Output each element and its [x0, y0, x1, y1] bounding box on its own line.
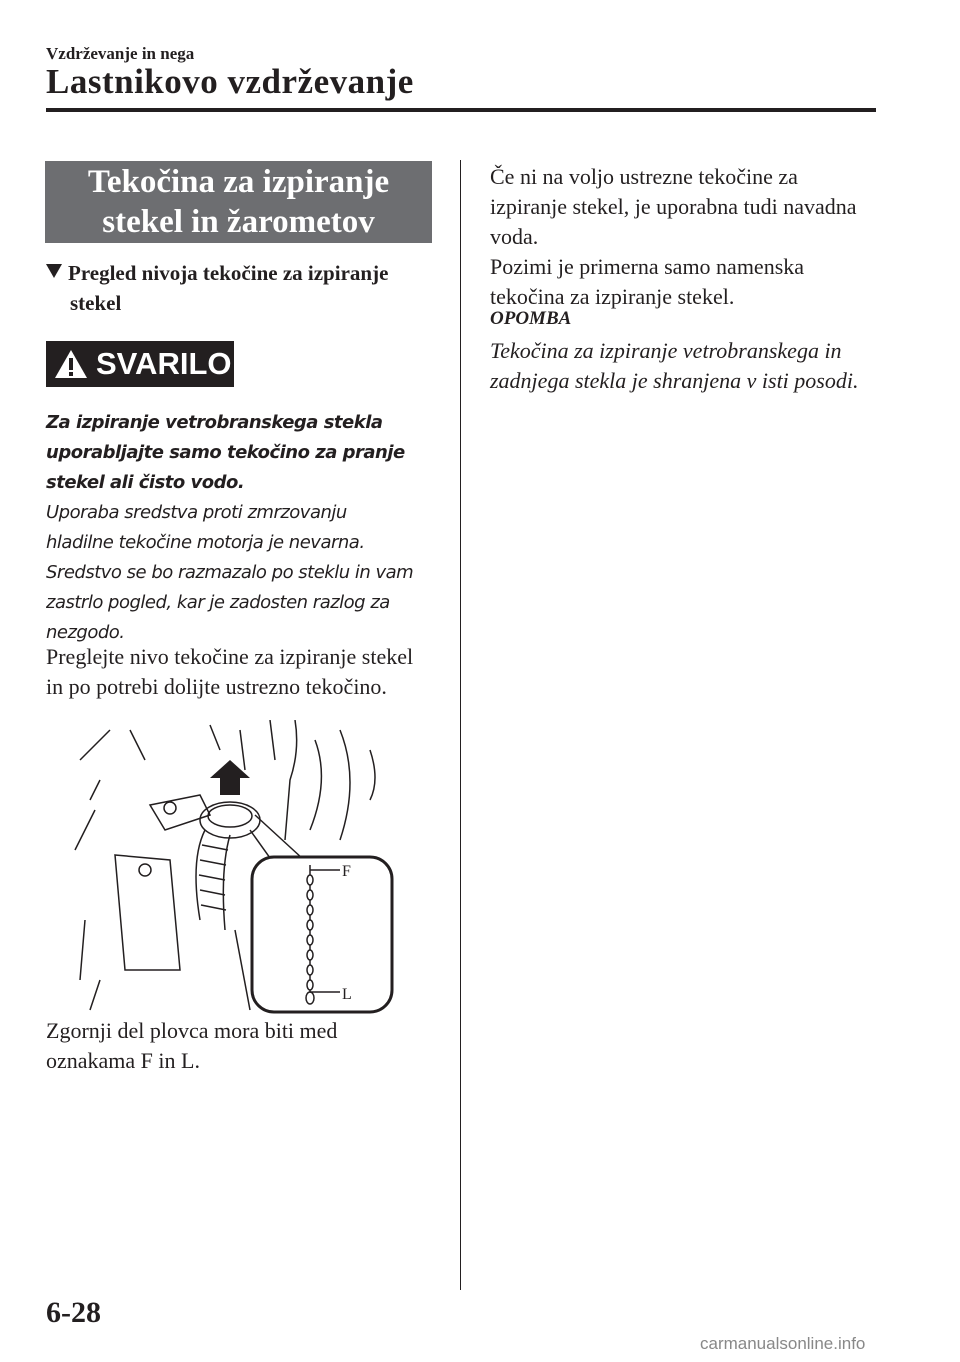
- paragraph-line: Preglejte nivo tekočine za izpiranje stekel: [46, 644, 414, 669]
- warning-label: SVARILO: [96, 346, 232, 381]
- column-divider: [460, 160, 461, 1290]
- subsection-title-line: Pregled nivoja tekočine za izpiranje: [68, 261, 389, 285]
- triangle-bullet-icon: [46, 264, 62, 278]
- warning-bold-line: stekel ali čisto vodo.: [46, 472, 245, 493]
- warning-line: hladilne tekočine motorja je nevarna.: [46, 532, 365, 553]
- watermark: carmanualsonline.info: [700, 1334, 866, 1353]
- note-line: zadnjega stekla je shranjena v isti posodi.: [490, 368, 859, 393]
- full-mark-label: F: [342, 863, 351, 880]
- note-heading: OPOMBA: [490, 308, 572, 329]
- note-line: Tekočina za izpiranje vetrobranskega in: [490, 338, 842, 363]
- header-rule: [46, 108, 876, 112]
- washer-reservoir-illustration: [70, 720, 410, 1015]
- illustration-caption: [46, 1016, 446, 1076]
- caption-line: oznakama F in L.: [46, 1048, 200, 1073]
- subsection-title-line: stekel: [70, 291, 122, 315]
- chapter-title: Lastnikovo vzdrževanje: [46, 62, 414, 101]
- page-number: 6-28: [46, 1296, 101, 1329]
- warning-bold-line: uporabljajte samo tekočino za pranje: [46, 442, 405, 463]
- section-title-box: [45, 161, 432, 243]
- note-text: [490, 336, 890, 396]
- warning-triangle-icon: [54, 349, 88, 379]
- low-mark-label: L: [342, 986, 352, 1003]
- paragraph-line: in po potrebi dolijte ustrezno tekočino.: [46, 674, 387, 699]
- warning-badge: [46, 341, 234, 387]
- paragraph-line: voda.: [490, 224, 539, 249]
- paragraph-line: Če ni na voljo ustrezne tekočine za: [490, 164, 798, 189]
- caption-line: Zgornji del plovca mora biti med: [46, 1018, 338, 1043]
- warning-text: [46, 408, 441, 648]
- paragraph-line: tekočina za izpiranje stekel.: [490, 284, 735, 309]
- section-title-line: stekel in žarometov: [102, 204, 375, 240]
- right-paragraph: [490, 162, 890, 312]
- warning-line: Uporaba sredstva proti zmrzovanju: [46, 502, 347, 523]
- paragraph-line: izpiranje stekel, je uporabna tudi navadna: [490, 194, 857, 219]
- warning-line: nezgodo.: [46, 622, 125, 643]
- warning-line: zastrlo pogled, kar je zadosten razlog za: [46, 592, 390, 613]
- warning-line: Sredstvo se bo razmazalo po steklu in vam: [46, 562, 414, 583]
- warning-bold-line: Za izpiranje vetrobranskega stekla: [46, 412, 383, 433]
- paragraph-line: Pozimi je primerna samo namenska: [490, 254, 805, 279]
- subsection-title: [46, 258, 446, 318]
- section-title-line: Tekočina za izpiranje: [87, 164, 390, 200]
- running-section-header: Vzdrževanje in nega: [46, 44, 195, 63]
- instruction-paragraph: [46, 642, 446, 702]
